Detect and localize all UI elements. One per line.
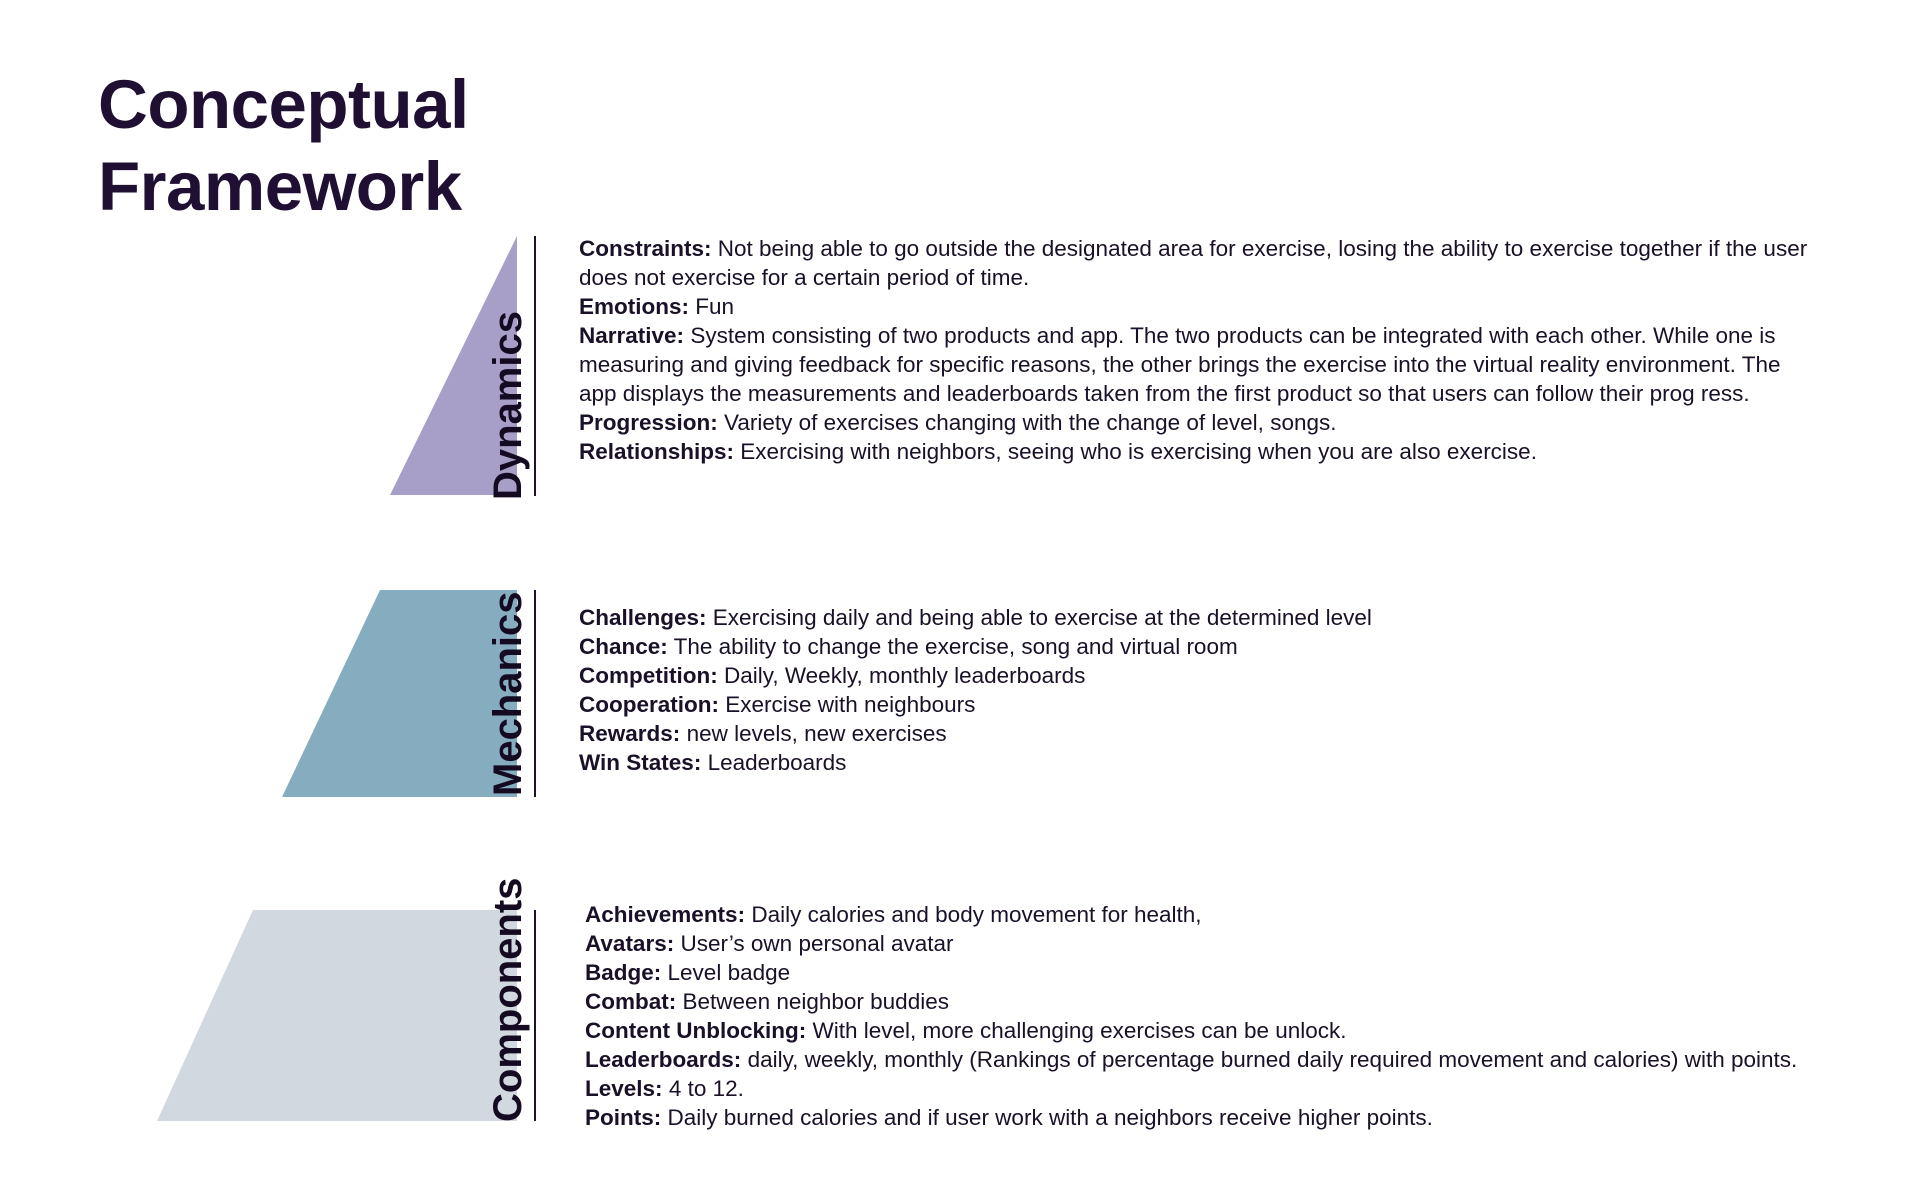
item-term: Progression: <box>579 410 718 435</box>
item-term: Avatars: <box>585 931 675 956</box>
item-term: Win States: <box>579 750 702 775</box>
dynamics-item-relationships <box>579 437 1819 466</box>
item-term: Narrative: <box>579 323 685 348</box>
item-text: User’s own personal avatar <box>680 931 954 956</box>
item-term: Constraints: <box>579 236 712 261</box>
item-term: Challenges: <box>579 605 707 630</box>
components-item-achievements <box>585 900 1885 929</box>
item-text: 4 to 12. <box>668 1076 744 1101</box>
item-text: Level badge <box>667 960 791 985</box>
mechanics-item-competition <box>579 661 1819 690</box>
item-text: Daily calories and body movement for health, <box>751 902 1202 927</box>
components-item-content-unblocking <box>585 1016 1885 1045</box>
item-term: Badge: <box>585 960 662 985</box>
item-term: Emotions: <box>579 294 689 319</box>
dynamics-item-emotions <box>579 292 1819 321</box>
components-item-avatars <box>585 929 1885 958</box>
mechanics-divider <box>534 590 536 797</box>
item-term: Relationships: <box>579 439 735 464</box>
item-text: Daily burned calories and if user work with a neighbors receive higher points. <box>667 1105 1433 1130</box>
item-text: Not being able to go outside the designated area for exercise, losing the ability to exercise together if the user does not exercise for a certain period of time. <box>579 236 1808 290</box>
item-term: Leaderboards: <box>585 1047 742 1072</box>
item-text: Exercising with neighbors, seeing who is exercising when you are also exercise. <box>740 439 1537 464</box>
mechanics-item-cooperation <box>579 690 1819 719</box>
components-item-levels <box>585 1074 1885 1103</box>
item-text: Daily, Weekly, monthly leaderboards <box>724 663 1086 688</box>
components-shape <box>155 910 530 1122</box>
item-term: Content Unblocking: <box>585 1018 807 1043</box>
dynamics-label: Dynamics <box>486 311 530 500</box>
item-text: new levels, new exercises <box>686 721 947 746</box>
mechanics-trapezoid <box>282 590 517 797</box>
item-text: Fun <box>695 294 735 319</box>
page-title-line-1: Conceptual <box>98 66 469 143</box>
item-term: Combat: <box>585 989 677 1014</box>
components-item-leaderboards <box>585 1045 1885 1074</box>
dynamics-item-progression <box>579 408 1819 437</box>
page-title <box>98 64 469 228</box>
item-term: Levels: <box>585 1076 663 1101</box>
mechanics-label: Mechanics <box>486 591 530 796</box>
components-item-combat <box>585 987 1885 1016</box>
item-term: Chance: <box>579 634 668 659</box>
components-label: Components <box>486 877 530 1122</box>
item-text: With level, more challenging exercises can be unlock. <box>812 1018 1347 1043</box>
item-term: Rewards: <box>579 721 681 746</box>
dynamics-list <box>579 234 1819 466</box>
item-text: The ability to change the exercise, song and virtual room <box>673 634 1238 659</box>
item-text: daily, weekly, monthly (Rankings of percentage burned daily required movement and calories) with points. <box>747 1047 1798 1072</box>
item-text: Between neighbor buddies <box>682 989 949 1014</box>
item-term: Points: <box>585 1105 662 1130</box>
dynamics-item-constraints <box>579 234 1819 292</box>
components-list <box>585 900 1885 1132</box>
item-term: Achievements: <box>585 902 746 927</box>
components-item-points <box>585 1103 1885 1132</box>
page-title-line-2: Framework <box>98 148 462 225</box>
components-divider <box>534 910 536 1121</box>
item-text: Variety of exercises changing with the change of level, songs. <box>724 410 1337 435</box>
item-text: System consisting of two products and app. The two products can be integrated with each other. While one is measuring and giving feedback for specific reasons, the other brings the exercise into the virtual reality environment. The app displays the measurements and leaderboards taken from the first product so that users can follow their prog ress. <box>579 323 1781 406</box>
components-item-badge <box>585 958 1885 987</box>
item-text: Leaderboards <box>707 750 847 775</box>
mechanics-list <box>579 603 1819 777</box>
mechanics-item-win-states <box>579 748 1819 777</box>
mechanics-item-rewards <box>579 719 1819 748</box>
item-term: Cooperation: <box>579 692 719 717</box>
item-text: Exercise with neighbours <box>725 692 976 717</box>
components-trapezoid <box>157 910 517 1121</box>
item-term: Competition: <box>579 663 718 688</box>
dynamics-divider <box>534 236 536 496</box>
item-text: Exercising daily and being able to exercise at the determined level <box>712 605 1372 630</box>
dynamics-item-narrative <box>579 321 1819 408</box>
mechanics-item-challenges <box>579 603 1819 632</box>
mechanics-item-chance <box>579 632 1819 661</box>
